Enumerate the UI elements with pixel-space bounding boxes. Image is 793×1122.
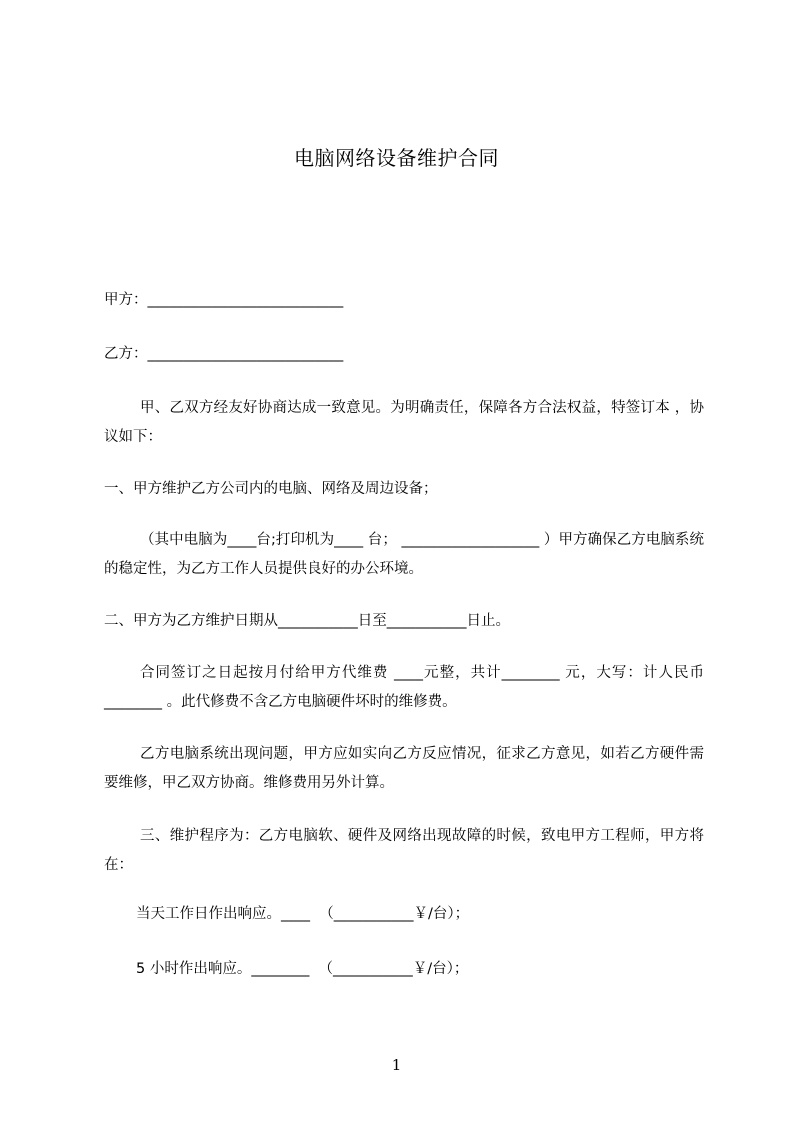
clause-2: 二、甲方为乙方维护日期从___________日至___________日止。	[104, 613, 510, 629]
clause-1-detail: （其中电脑为____台;打印机为____ 台； ___________________ ）甲方确保乙方电脑系统的稳定性，为乙方工作人员提供良好的办公环境。	[104, 532, 704, 577]
preamble-paragraph: 甲、乙双方经友好协商达成一致意见。为明确责任，保障各方合法权益，特签订本 ，协议如下：	[104, 400, 704, 445]
party-a-line: 甲方：___________________________	[104, 292, 344, 308]
page-number: 1	[391, 1056, 402, 1074]
response-same-day: 当天工作日作出响应。____ （___________￥/台）；	[136, 906, 470, 922]
clause-3: 三、维护程序为：乙方电脑软、硬件及网络出现故障的时候，致电甲方工程师，甲方将在：	[104, 828, 704, 873]
document-title: 电脑网络设备维护合同	[294, 146, 499, 170]
response-5-hours: 5 小时作出响应。________ （___________￥/台）；	[136, 961, 469, 977]
repair-paragraph: 乙方电脑系统出现问题，甲方应如实向乙方反应情况，征求乙方意见，如若乙方硬件需要维修，甲乙双方协商。维修费用另外计算。	[104, 746, 704, 791]
clause-1-heading: 一、甲方维护乙方公司内的电脑、网络及周边设备；	[104, 481, 438, 497]
fee-paragraph: 合同签订之日起按月付给甲方代维费 ____元整，共计________ 元，大写：计人民币________ 。此代修费不含乙方电脑硬件坏时的维修费。	[104, 665, 704, 710]
party-b-line: 乙方：___________________________	[104, 346, 344, 362]
